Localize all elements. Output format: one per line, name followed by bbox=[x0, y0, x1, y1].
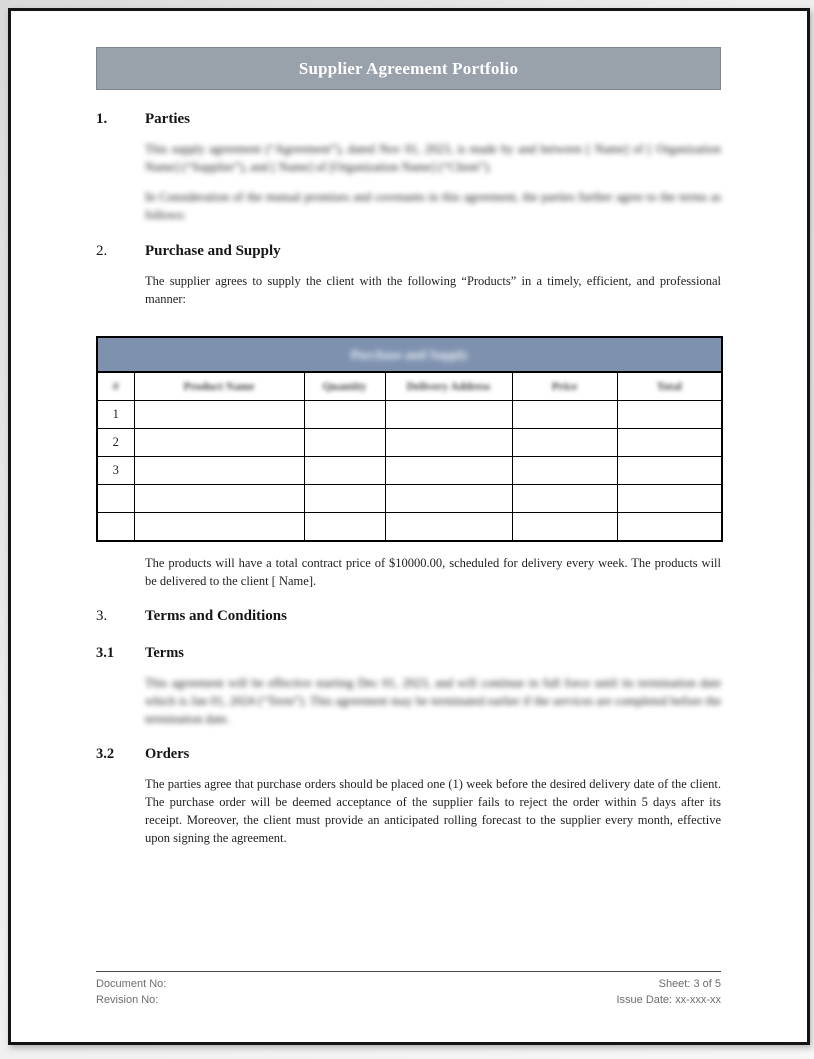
empty-cell bbox=[617, 513, 722, 542]
row-number-cell: 3 bbox=[97, 457, 134, 485]
section-heading-terms bbox=[96, 645, 721, 662]
empty-cell bbox=[304, 429, 385, 457]
document-title-banner bbox=[96, 47, 721, 90]
table-row bbox=[97, 457, 722, 485]
footer-right bbox=[616, 976, 721, 1008]
empty-cell bbox=[512, 513, 617, 542]
empty-cell bbox=[304, 457, 385, 485]
table-row bbox=[97, 401, 722, 429]
row-number-cell bbox=[97, 485, 134, 513]
column-header-price: Price bbox=[512, 372, 617, 401]
document-content bbox=[96, 11, 721, 847]
row-number-cell: 1 bbox=[97, 401, 134, 429]
contract-price-paragraph: The products will have a total contract price of $10000.00, scheduled for delivery every week. The products will be delivered to the client [ Name]. bbox=[145, 556, 721, 588]
document-page bbox=[8, 8, 810, 1045]
footer-document-no: Document No: bbox=[96, 978, 167, 990]
empty-cell bbox=[512, 457, 617, 485]
table-row bbox=[97, 513, 722, 542]
section-title: Terms bbox=[145, 645, 184, 661]
column-header-total: Total bbox=[617, 372, 722, 401]
empty-cell bbox=[617, 485, 722, 513]
section-heading-orders bbox=[96, 746, 721, 763]
footer-issue-date: Issue Date: xx-xxx-xx bbox=[616, 994, 721, 1006]
empty-cell bbox=[385, 429, 512, 457]
table-row bbox=[97, 429, 722, 457]
empty-cell bbox=[304, 401, 385, 429]
section-heading-parties bbox=[96, 111, 721, 128]
column-header-quantity: Quantity bbox=[304, 372, 385, 401]
empty-cell bbox=[134, 513, 304, 542]
section-heading-terms-conditions bbox=[96, 608, 721, 625]
document-title: Supplier Agreement Portfolio bbox=[298, 58, 519, 78]
parties-paragraph-2: In Consideration of the mutual promises and covenants in this agreement, the parties further agree to the terms as follows: bbox=[145, 190, 721, 222]
row-number-cell: 2 bbox=[97, 429, 134, 457]
empty-cell bbox=[304, 485, 385, 513]
empty-cell bbox=[512, 485, 617, 513]
table-title: Purchase and Supply bbox=[350, 346, 469, 362]
empty-cell bbox=[512, 429, 617, 457]
purchase-supply-paragraph: The supplier agrees to supply the client with the following “Products” in a timely, efficient, and professional manner: bbox=[145, 274, 721, 306]
column-header-delivery-address: Delivery Address bbox=[385, 372, 512, 401]
empty-cell bbox=[512, 401, 617, 429]
table-row bbox=[97, 485, 722, 513]
empty-cell bbox=[385, 485, 512, 513]
section-title: Orders bbox=[145, 746, 190, 762]
empty-cell bbox=[385, 513, 512, 542]
section-title: Purchase and Supply bbox=[145, 243, 281, 259]
section-number: 3.2 bbox=[96, 746, 115, 762]
footer-sheet: Sheet: 3 of 5 bbox=[658, 978, 721, 990]
row-number-cell bbox=[97, 513, 134, 542]
section-title: Parties bbox=[145, 111, 190, 127]
column-header-index: # bbox=[97, 372, 134, 401]
empty-cell bbox=[134, 457, 304, 485]
footer-left bbox=[96, 976, 166, 1008]
empty-cell bbox=[617, 457, 722, 485]
empty-cell bbox=[304, 513, 385, 542]
section-heading-purchase-supply bbox=[96, 243, 721, 260]
table-header-row bbox=[97, 372, 722, 401]
empty-cell bbox=[617, 429, 722, 457]
empty-cell bbox=[385, 401, 512, 429]
section-number: 2. bbox=[96, 243, 108, 259]
table-title-cell bbox=[97, 337, 722, 372]
empty-cell bbox=[617, 401, 722, 429]
empty-cell bbox=[134, 401, 304, 429]
parties-paragraph-1: This supply agreement (“Agreement”), dated Nov 01, 2023, is made by and between [ Name] of [ Organization Name] (“Supplier”), and [ Name] of [Organization Name] (“Client”). bbox=[145, 142, 721, 174]
section-number: 3.1 bbox=[96, 645, 115, 661]
column-header-product-name: Product Name bbox=[134, 372, 304, 401]
orders-paragraph: The parties agree that purchase orders should be placed one (1) week before the desired delivery date of the client. The purchase order will be deemed acceptance of the supplier fails to reject the order within 5 days after its receipt. Moreover, the client must provide an anticipated rolling forecast to the supplier every month, effective upon signing the agreement. bbox=[145, 777, 721, 845]
terms-paragraph: This agreement will be effective starting Dec 01, 2023, and will continue in full force until its termination date which is Jan 01, 2024 (“Term”). This agreement may be terminated earlier if the services are completed before the termination date. bbox=[145, 676, 721, 726]
page-footer bbox=[96, 971, 721, 1008]
section-title: Terms and Conditions bbox=[145, 608, 287, 624]
purchase-supply-table bbox=[96, 336, 723, 542]
section-number: 3. bbox=[96, 608, 108, 624]
table-title-row bbox=[97, 337, 722, 372]
section-number: 1. bbox=[96, 111, 108, 127]
empty-cell bbox=[134, 429, 304, 457]
empty-cell bbox=[134, 485, 304, 513]
empty-cell bbox=[385, 457, 512, 485]
footer-revision-no: Revision No: bbox=[96, 994, 159, 1006]
